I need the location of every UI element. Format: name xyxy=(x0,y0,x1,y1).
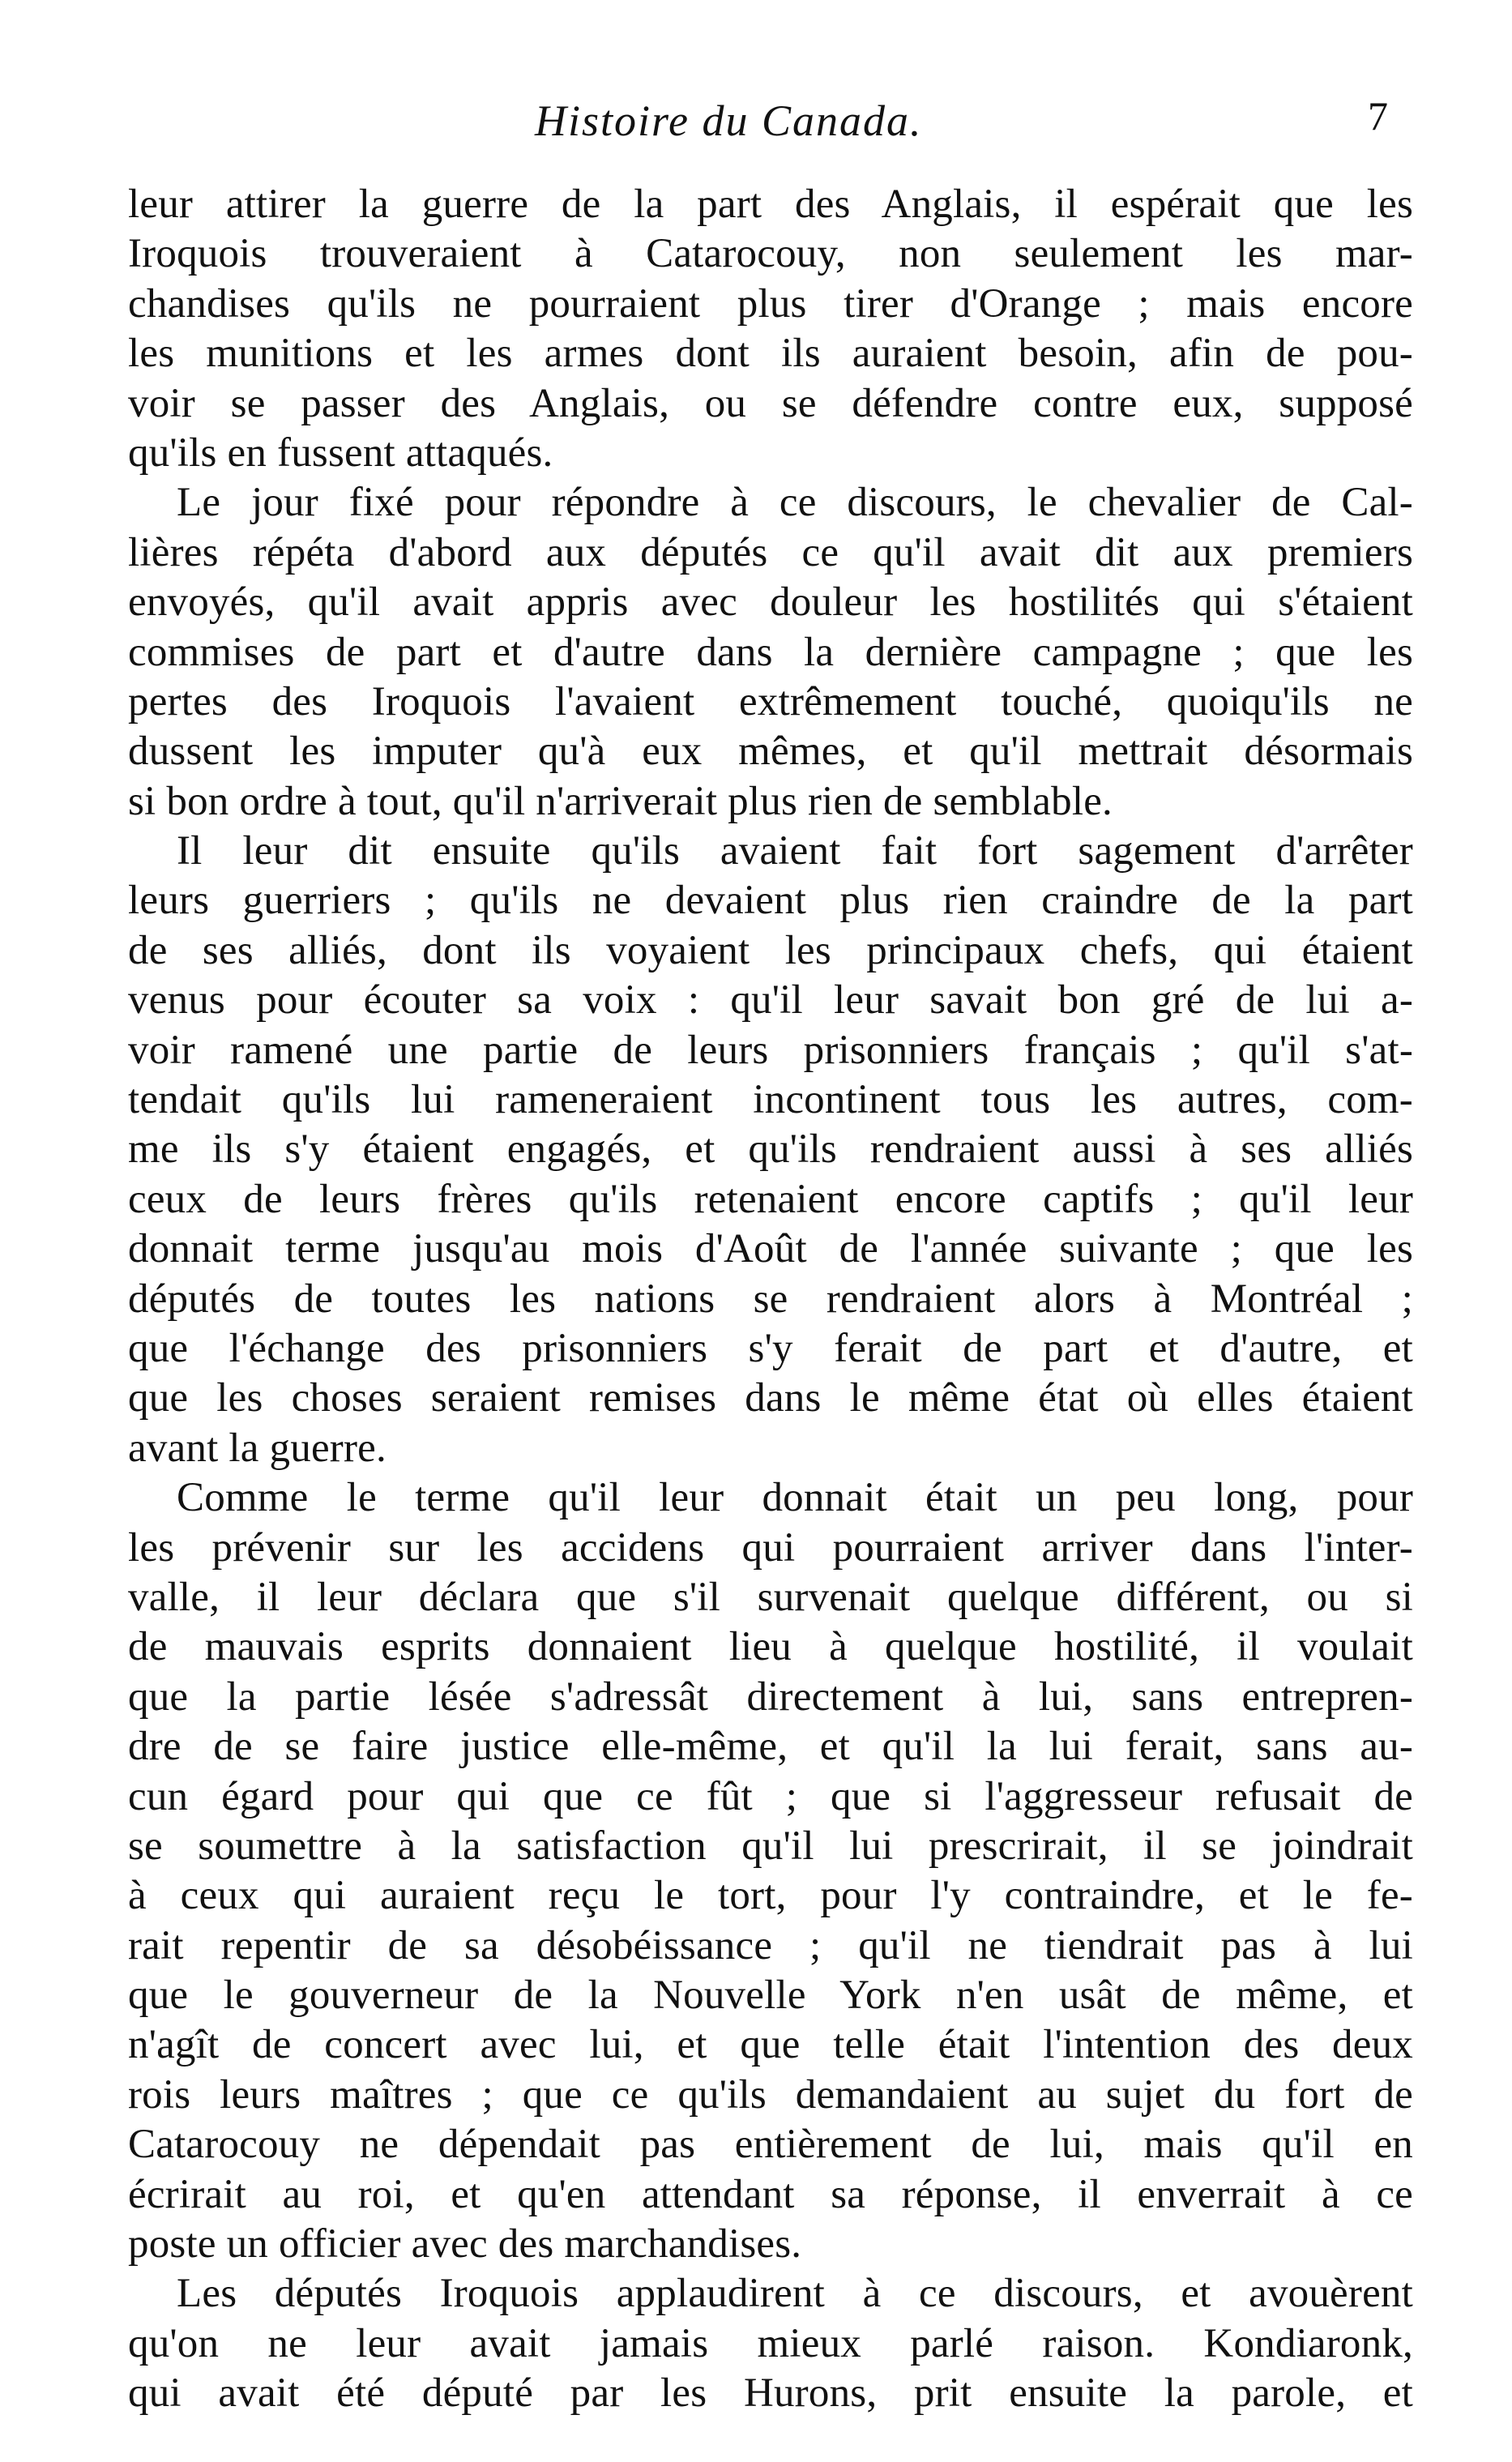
text-line: n'agît de concert avec lui, et que telle était l'intention des deux xyxy=(128,2022,1413,2068)
text-line: avant la guerre. xyxy=(128,1425,387,1471)
paragraph xyxy=(128,2269,1413,2418)
text-line: Comme le terme qu'il leur donnait était un peu long, pour xyxy=(177,1475,1413,1521)
text-line: à ceux qui auraient reçu le tort, pour l'y contraindre, et le fe- xyxy=(128,1873,1413,1919)
text-line: cun égard pour qui que ce fût ; que si l'aggresseur refusait de xyxy=(128,1773,1413,1819)
text-line: Il leur dit ensuite qu'ils avaient fait fort sagement d'arrêter xyxy=(177,828,1413,874)
text-line: commises de part et d'autre dans la dernière campagne ; que les xyxy=(128,629,1413,675)
text-line: qu'ils en fussent attaqués. xyxy=(128,430,553,476)
text-line: Catarocouy ne dépendait pas entièrement de lui, mais qu'il en xyxy=(128,2122,1413,2168)
running-head xyxy=(0,93,1512,160)
text-line: envoyés, qu'il avait appris avec douleur les hostilités qui s'étaient xyxy=(128,579,1413,626)
text-line: me ils s'y étaient engagés, et qu'ils rendraient aussi à ses alliés xyxy=(128,1126,1413,1173)
text-line: que l'échange des prisonniers s'y ferait de part et d'autre, et xyxy=(128,1325,1413,1371)
text-line: écrirait au roi, et qu'en attendant sa réponse, il enverrait à ce xyxy=(128,2171,1413,2217)
body-text xyxy=(128,180,1413,2419)
text-line: rait repentir de sa désobéissance ; qu'il ne tiendrait pas à lui xyxy=(128,1922,1413,1968)
text-line: pertes des Iroquois l'avaient extrêmement touché, quoiqu'ils ne xyxy=(128,678,1413,724)
text-line: les munitions et les armes dont ils auraient besoin, afin de pou- xyxy=(128,331,1413,377)
text-line: voir se passer des Anglais, ou se défendre contre eux, supposé xyxy=(128,380,1413,426)
text-line: lières répéta d'abord aux députés ce qu'il avait dit aux premiers xyxy=(128,529,1413,575)
text-line: poste un officier avec des marchandises. xyxy=(128,2221,802,2268)
page-number: 7 xyxy=(1368,93,1388,139)
text-line: chandises qu'ils ne pourraient plus tirer d'Orange ; mais encore xyxy=(128,280,1413,327)
text-line: qu'on ne leur avait jamais mieux parlé raison. Kondiaronk, xyxy=(128,2320,1413,2366)
text-line: Le jour fixé pour répondre à ce discours, le chevalier de Cal- xyxy=(177,480,1413,526)
text-line: se soumettre à la satisfaction qu'il lui prescrirait, il se joindrait xyxy=(128,1823,1413,1869)
paragraph xyxy=(128,1473,1413,2269)
text-line: Iroquois trouveraient à Catarocouy, non seulement les mar- xyxy=(128,231,1413,277)
text-line: donnait terme jusqu'au mois d'Août de l'année suivante ; que les xyxy=(128,1226,1413,1272)
text-line: si bon ordre à tout, qu'il n'arriverait plus rien de semblable. xyxy=(128,778,1113,824)
text-line: ceux de leurs frères qu'ils retenaient encore captifs ; qu'il leur xyxy=(128,1176,1413,1222)
text-line: qui avait été député par les Hurons, prit ensuite la parole, et xyxy=(128,2370,1413,2417)
paragraph xyxy=(128,827,1413,1473)
text-line: que le gouverneur de la Nouvelle York n'en usât de même, et xyxy=(128,1973,1413,2019)
text-line: que les choses seraient remises dans le même état où elles étaient xyxy=(128,1375,1413,1421)
paragraph xyxy=(128,478,1413,827)
text-line: que la partie lésée s'adressât directement à lui, sans entrepren- xyxy=(128,1673,1413,1720)
text-line: de ses alliés, dont ils voyaient les principaux chefs, qui étaient xyxy=(128,927,1413,973)
text-line: députés de toutes les nations se rendraient alors à Montréal ; xyxy=(128,1276,1413,1322)
text-line: venus pour écouter sa voix : qu'il leur savait bon gré de lui a- xyxy=(128,977,1413,1024)
text-line: dussent les imputer qu'à eux mêmes, et qu'il mettrait désormais xyxy=(128,729,1413,775)
text-line: tendait qu'ils lui rameneraient incontinent tous les autres, com- xyxy=(128,1077,1413,1123)
text-line: Les députés Iroquois applaudirent à ce discours, et avouèrent xyxy=(177,2271,1413,2317)
text-line: leurs guerriers ; qu'ils ne devaient plus rien craindre de la part xyxy=(128,878,1413,924)
text-line: dre de se faire justice elle-même, et qu'il la lui ferait, sans au- xyxy=(128,1724,1413,1770)
text-line: valle, il leur déclara que s'il survenait quelque différent, ou si xyxy=(128,1574,1413,1620)
text-line: voir ramené une partie de leurs prisonniers français ; qu'il s'at- xyxy=(128,1027,1413,1073)
text-line: rois leurs maîtres ; que ce qu'ils demandaient au sujet du fort de xyxy=(128,2071,1413,2118)
paragraph xyxy=(128,180,1413,478)
text-line: de mauvais esprits donnaient lieu à quelque hostilité, il voulait xyxy=(128,1624,1413,1670)
text-line: les prévenir sur les accidens qui pourraient arriver dans l'inter- xyxy=(128,1524,1413,1571)
running-title: Histoire du Canada. xyxy=(535,96,923,145)
text-line: leur attirer la guerre de la part des Anglais, il espérait que les xyxy=(128,182,1413,227)
